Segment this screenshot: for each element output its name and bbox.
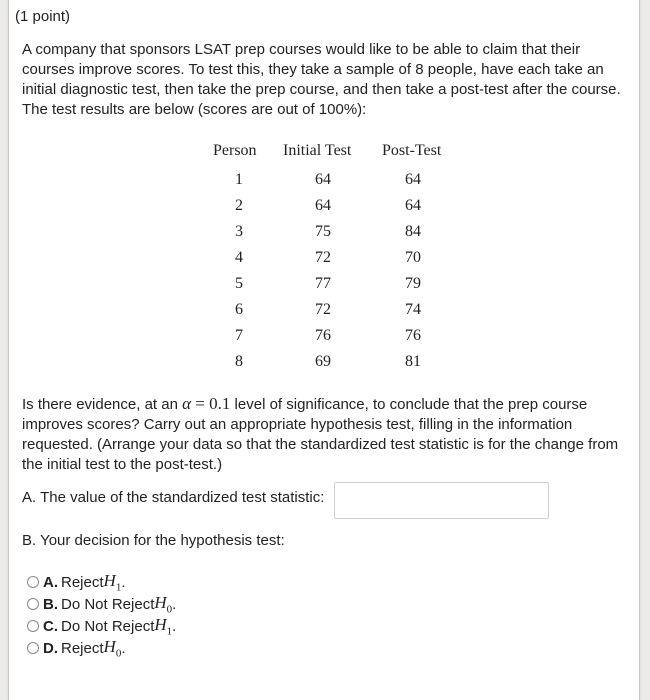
header-initial-test: Initial Test bbox=[283, 142, 352, 159]
option-a[interactable] bbox=[27, 571, 176, 593]
test-statistic-input[interactable] bbox=[334, 482, 549, 519]
option-letter: B. bbox=[43, 595, 58, 613]
cell-initial: 69 bbox=[315, 353, 331, 370]
cell-person: 4 bbox=[235, 249, 243, 266]
radio-button[interactable] bbox=[27, 598, 39, 610]
cell-post: 81 bbox=[405, 353, 421, 370]
question-text-rest: level of significance, to conclude that the prep course improves scores? Carry out an appropriate hypothesis test, filling in the information requested. (Arrange your data so that the standardized test statistic is for the change from the initial test to the post-test.) bbox=[22, 396, 619, 473]
option-text: Reject bbox=[61, 639, 104, 657]
hypothesis-var: H bbox=[154, 614, 167, 634]
cell-initial: 76 bbox=[315, 327, 331, 344]
table-row bbox=[205, 353, 465, 379]
part-a-label: A. The value of the standardized test statistic: bbox=[22, 489, 325, 506]
table-row bbox=[205, 301, 465, 327]
cell-post: 79 bbox=[405, 275, 421, 292]
hypothesis-sub: 1 bbox=[166, 625, 173, 638]
header-person: Person bbox=[213, 142, 257, 159]
hypothesis-sub: 0 bbox=[115, 647, 122, 660]
option-c[interactable] bbox=[27, 615, 176, 637]
option-end: . bbox=[121, 573, 126, 591]
cell-person: 1 bbox=[235, 171, 243, 188]
table-row bbox=[205, 223, 465, 249]
cell-initial: 75 bbox=[315, 223, 331, 240]
points-label: (1 point) bbox=[15, 8, 71, 25]
table-row bbox=[205, 249, 465, 275]
option-text: Do Not Reject bbox=[61, 595, 155, 613]
header-post-test: Post-Test bbox=[382, 142, 442, 159]
option-end: . bbox=[172, 595, 177, 613]
radio-button[interactable] bbox=[27, 576, 39, 588]
hypothesis-var: H bbox=[103, 636, 116, 656]
cell-post: 76 bbox=[405, 327, 421, 344]
option-end: . bbox=[121, 639, 126, 657]
option-letter: A. bbox=[43, 573, 58, 591]
hypothesis-sub: 0 bbox=[166, 603, 173, 616]
cell-post: 64 bbox=[405, 197, 421, 214]
cell-person: 2 bbox=[235, 197, 243, 214]
table-row bbox=[205, 197, 465, 223]
hypothesis-var: H bbox=[103, 570, 116, 590]
part-b-label: B. Your decision for the hypothesis test: bbox=[22, 532, 285, 549]
cell-initial: 64 bbox=[315, 171, 331, 188]
decision-options bbox=[27, 571, 176, 659]
cell-initial: 72 bbox=[315, 301, 331, 318]
cell-person: 8 bbox=[235, 353, 243, 370]
option-text: Reject bbox=[61, 573, 104, 591]
option-letter: D. bbox=[43, 639, 58, 657]
radio-button[interactable] bbox=[27, 642, 39, 654]
table-row bbox=[205, 171, 465, 197]
problem-intro: A company that sponsors LSAT prep courses would like to be able to claim that their courses improve scores. To test this, they take a sample of 8 people, have each take an initial diagnostic test, then take the prep course, and then take a post-test after the course. The test results are below (scores are out of 100%): bbox=[22, 41, 621, 118]
radio-button[interactable] bbox=[27, 620, 39, 632]
cell-initial: 77 bbox=[315, 275, 331, 292]
option-text: Do Not Reject bbox=[61, 617, 155, 635]
alpha-symbol: α bbox=[182, 394, 192, 413]
question-card bbox=[8, 0, 640, 700]
cell-person: 3 bbox=[235, 223, 243, 240]
cell-post: 70 bbox=[405, 249, 421, 266]
table-row bbox=[205, 275, 465, 301]
hypothesis-var: H bbox=[154, 592, 167, 612]
cell-initial: 64 bbox=[315, 197, 331, 214]
cell-person: 5 bbox=[235, 275, 243, 292]
cell-person: 7 bbox=[235, 327, 243, 344]
cell-initial: 72 bbox=[315, 249, 331, 266]
cell-person: 6 bbox=[235, 301, 243, 318]
cell-post: 64 bbox=[405, 171, 421, 188]
alpha-value: = 0.1 bbox=[191, 394, 231, 413]
cell-post: 74 bbox=[405, 301, 421, 318]
table-row bbox=[205, 327, 465, 353]
option-letter: C. bbox=[43, 617, 58, 635]
hypothesis-sub: 1 bbox=[115, 581, 122, 594]
question-text-start: Is there evidence, at an bbox=[22, 396, 183, 413]
question-text bbox=[22, 394, 632, 475]
option-end: . bbox=[172, 617, 177, 635]
option-d[interactable] bbox=[27, 637, 176, 659]
cell-post: 84 bbox=[405, 223, 421, 240]
option-b[interactable] bbox=[27, 593, 176, 615]
